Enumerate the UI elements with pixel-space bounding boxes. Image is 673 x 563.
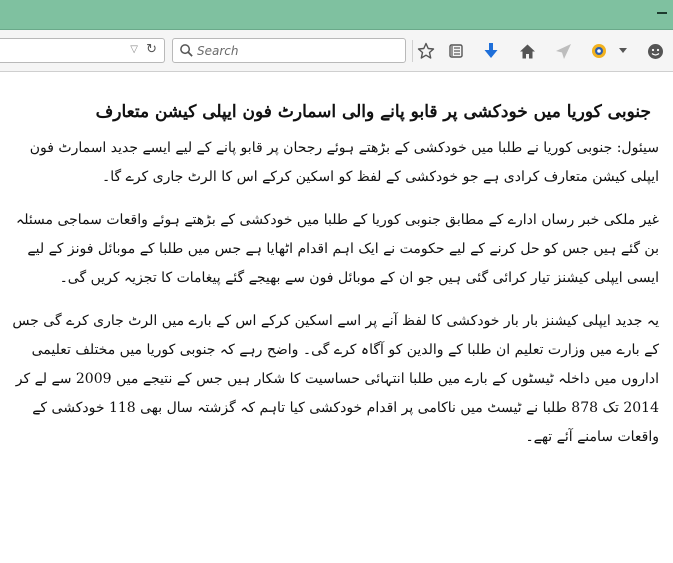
extension-icon[interactable] — [589, 41, 609, 61]
download-icon[interactable] — [481, 41, 501, 61]
send-icon[interactable] — [553, 41, 573, 61]
article-paragraph-3: یہ جدید ایپلی کیشنز بار بار خودکشی کا لفظ آنے پر اسے اسکین کرکے اس کے بارے میں الرٹ جاری کرے گی جس کے بارے میں وزارت تعلیم ان طلبا کے والدین کو آگاہ کرے گی۔ واضح رہے کہ جنوبی کوریا میں مختلف تعلیمی اداروں میں داخلہ ٹیسٹوں کے بارے میں طلبا انتہائی حساسیت کا شکار ہیں جس کے نتیجے میں 2009 سے لے کر 2014 تک 878 طلبا نے ٹیسٹ میں ناکامی پر اقدام خودکشی کیا تاہم کہ گزشتہ سال بھی 118 خودکشی کے واقعات سامنے آئے تھے۔ — [12, 313, 659, 445]
article-headline: جنوبی کوریا میں خودکشی پر قابو پانے والی اسمارٹ فون ایپلی کیشن متعارف — [95, 102, 651, 122]
titlebar-dash — [657, 12, 667, 14]
toolbar-separator — [412, 40, 413, 62]
menu-dropdown-icon[interactable] — [617, 41, 629, 61]
search-icon — [179, 43, 194, 58]
chevron-down-icon[interactable]: ▽ — [130, 44, 138, 55]
bookmark-star-icon[interactable] — [416, 41, 436, 61]
search-input[interactable] — [197, 42, 397, 59]
article-paragraph-2: غیر ملکی خبر رساں ادارے کے مطابق جنوبی کوریا کے طلبا میں خودکشی کے بڑھتے ہوئے واقعات سماجی مسئلہ بن گئے ہیں جس کو حل کرنے کے لیے حکومت نے ایک اہم اقدام اٹھایا ہے جس میں طلبا کے موبائل فونز کے لیے ایسی ایپلی کیشنز تیار کرائی گئی ہیں جو ان کے موبائل فون سے بھیجے گئے پیغامات کا تجزیہ کریں گی۔ — [15, 212, 659, 286]
reload-icon[interactable]: ↻ — [146, 42, 157, 57]
address-bar[interactable] — [0, 38, 165, 63]
window-titlebar — [0, 0, 673, 30]
article-paragraph-1: سیئول: جنوبی کوریا نے طلبا میں خودکشی کے بڑھتے ہوئے رجحان پر قابو پانے کے لیے ایسے جدید اسمارٹ فون ایپلی کیشن متعارف کرادی ہے جو خودکشی کے لفظ کو اسکین کرکے اس کا الرٹ جاری کرے گا۔ — [29, 140, 659, 185]
search-bar[interactable] — [172, 38, 406, 63]
home-icon[interactable] — [517, 41, 537, 61]
smiley-icon[interactable] — [645, 41, 665, 61]
article-content — [0, 80, 673, 563]
browser-toolbar — [0, 30, 673, 72]
reading-list-icon[interactable] — [446, 41, 466, 61]
